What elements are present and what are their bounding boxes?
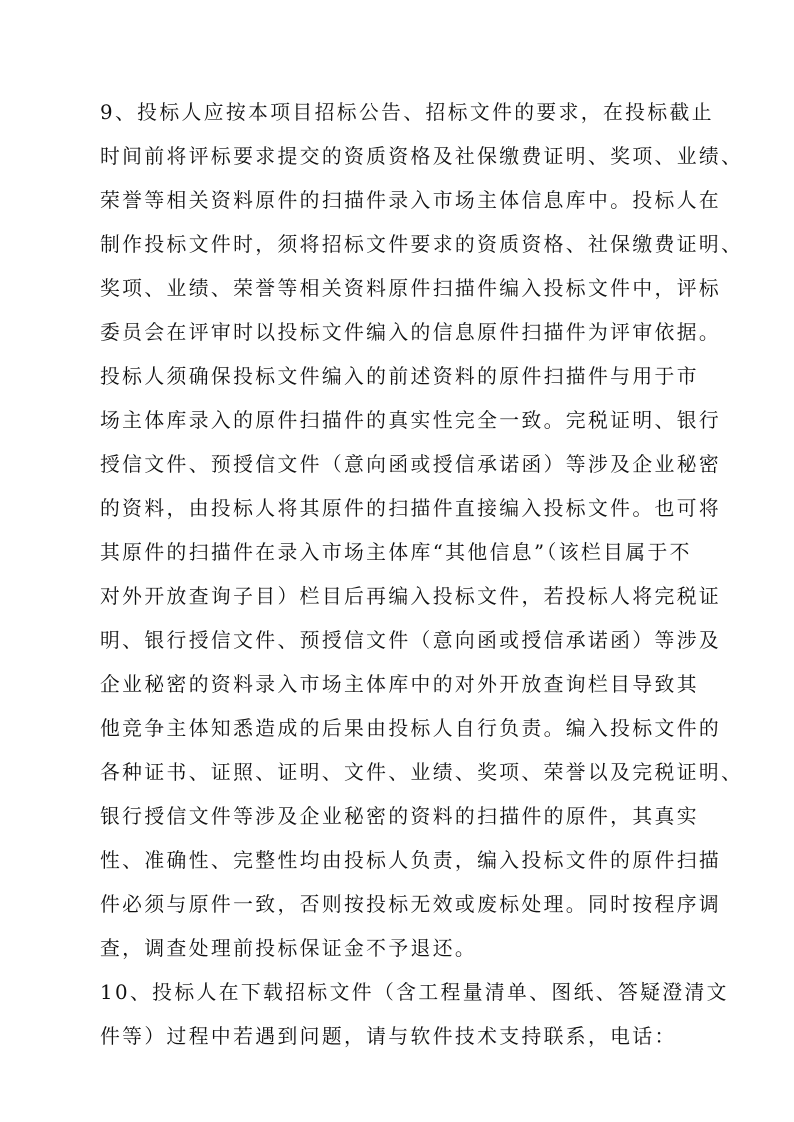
paragraph-9-line-13: 明、银行授信文件、预授信文件（意向函或授信承诺函）等涉及 [100,629,722,652]
paragraph-9-line-4: 制作投标文件时，须将招标文件要求的资质资格、社保缴费证明、 [100,233,744,256]
paragraph-9-line-20: 查，调查处理前投标保证金不予退还。 [100,937,478,960]
paragraph-9-line-3: 荣誉等相关资料原件的扫描件录入市场主体信息库中。投标人在 [100,189,722,212]
paragraph-9-line-19: 件必须与原件一致，否则按投标无效或废标处理。同时按程序调 [100,893,722,916]
paragraph-9-line-7: 投标人须确保投标文件编入的前述资料的原件扫描件与用于市 [100,365,699,388]
paragraph-9-line-1: 9、投标人应按本项目招标公告、招标文件的要求，在投标截止 [100,101,714,124]
paragraph-10-line-1: 10、投标人在下载招标文件（含工程量清单、图纸、答疑澄清文 [100,981,729,1004]
paragraph-9-line-9: 授信文件、预授信文件（意向函或授信承诺函）等涉及企业秘密 [100,453,722,476]
paragraph-9-line-5: 奖项、业绩、荣誉等相关资料原件扫描件编入投标文件中，评标 [100,277,722,300]
paragraph-9-line-11: 其原件的扫描件在录入市场主体库“其他信息”（该栏目属于不 [100,541,692,564]
paragraph-10-line-2: 件等）过程中若遇到问题，请与软件技术支持联系，电话： [100,1025,677,1048]
paragraph-9-line-16: 各种证书、证照、证明、文件、业绩、奖项、荣誉以及完税证明、 [100,761,744,784]
paragraph-9-line-18: 性、准确性、完整性均由投标人负责，编入投标文件的原件扫描 [100,849,722,872]
paragraph-9-line-2: 时间前将评标要求提交的资质资格及社保缴费证明、奖项、业绩、 [100,145,744,168]
paragraph-9-line-10: 的资料，由投标人将其原件的扫描件直接编入投标文件。也可将 [100,497,722,520]
paragraph-9-line-15: 他竞争主体知悉造成的后果由投标人自行负责。编入投标文件的 [100,717,722,740]
paragraph-9-line-17: 银行授信文件等涉及企业秘密的资料的扫描件的原件，其真实 [100,805,699,828]
paragraph-9-line-12: 对外开放查询子目）栏目后再编入投标文件，若投标人将完税证 [100,585,722,608]
paragraph-9-line-6: 委员会在评审时以投标文件编入的信息原件扫描件为评审依据。 [100,321,722,344]
paragraph-9-line-8: 场主体库录入的原件扫描件的真实性完全一致。完税证明、银行 [100,409,722,432]
paragraph-9-line-14: 企业秘密的资料录入市场主体库中的对外开放查询栏目导致其 [100,673,699,696]
